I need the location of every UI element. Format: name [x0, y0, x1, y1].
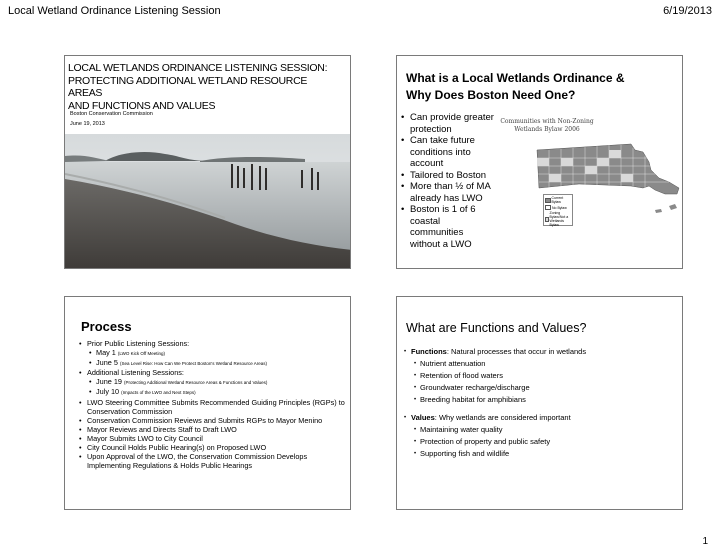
slide-2	[396, 55, 683, 269]
list-item: • Boston is 1 of 6 coastal communities without a LWO	[400, 204, 500, 250]
slide-4-title: What are Functions and Values?	[406, 321, 587, 335]
header-title: Local Wetland Ordinance Listening Session	[8, 5, 221, 17]
list-item: • LWO Steering Committee Submits Recommended Guiding Principles (RGPs) to Conservation Commission	[77, 398, 347, 416]
page-number: 1	[702, 536, 708, 547]
slide-1	[64, 55, 351, 269]
list-item: • Values: Why wetlands are considered important	[403, 412, 678, 424]
list-item: • Maintaining water quality	[403, 424, 678, 436]
list-item: • Functions: Natural processes that occur in wetlands	[403, 346, 678, 358]
list-item: • Upon Approval of the LWO, the Conservation Commission Develops Implementing Regulations & Holds Public Hearings	[77, 452, 347, 470]
list-item: • Prior Public Listening Sessions:	[77, 339, 347, 348]
organization-name: Boston Conservation Commission	[70, 111, 153, 117]
list-item: • Nutrient attenuation	[403, 358, 678, 370]
slide-3-title: Process	[81, 319, 132, 334]
list-item: • Tailored to Boston	[400, 170, 500, 182]
functions-values-list	[403, 346, 678, 460]
list-item: • Supporting fish and wildlife	[403, 448, 678, 460]
legend-swatch-light	[545, 217, 549, 222]
legend-swatch-dark	[545, 198, 551, 203]
list-item: • Can provide greater protection	[400, 112, 500, 135]
list-item: • June 19 (Protecting Additional Wetland Resource Areas & Functions and Values)	[77, 377, 347, 387]
list-item: • Groundwater recharge/discharge	[403, 382, 678, 394]
slide-4	[396, 296, 683, 510]
list-item: • Retention of flood waters	[403, 370, 678, 382]
list-item: • Conservation Commission Reviews and Submits RGPs to Mayor Menino	[77, 416, 347, 425]
list-item: • City Council Holds Public Hearing(s) on Proposed LWO	[77, 443, 347, 452]
list-item: • June 5 (Sea Level Rise: How Can We Protect Boston's Wetland Resource Areas)	[77, 358, 347, 368]
process-list	[77, 339, 347, 470]
slide-1-date: June 19, 2013	[70, 121, 105, 127]
list-item: • More than ½ of MA already has LWO	[400, 181, 500, 204]
waterfront-photo	[65, 134, 351, 269]
list-item: • Can take future conditions into account	[400, 135, 500, 170]
slide-2-bullet-list	[400, 112, 500, 250]
list-item: • Mayor Reviews and Directs Staff to Draft LWO	[77, 425, 347, 434]
legend-swatch-white	[545, 205, 551, 210]
map-legend: Current Bylaw No Bylaw Zoning Bylaw/Not a Wetlands Bylaw	[543, 194, 573, 226]
map-title: Communities with Non-Zoning Wetlands Bylaw 2006	[500, 118, 594, 133]
list-item: • Breeding habitat for amphibians	[403, 394, 678, 406]
list-item: • May 1 (LWO Kick Off Meeting)	[77, 348, 347, 358]
list-item: • Protection of property and public safety	[403, 436, 678, 448]
slide-1-title: LOCAL WETLANDS ORDINANCE LISTENING SESSION: PROTECTING ADDITIONAL WETLAND RESOURCE AREAS AND FUNCTIONS AND VALUES	[68, 62, 328, 112]
list-item: • July 10 (Impacts of the LWO and Next Steps)	[77, 387, 347, 397]
slide-3	[64, 296, 351, 510]
slide-2-title: What is a Local Wetlands Ordinance & Why Does Boston Need One?	[406, 71, 625, 102]
header-date: 6/19/2013	[663, 5, 712, 17]
list-item: • Mayor Submits LWO to City Council	[77, 434, 347, 443]
list-item: • Additional Listening Sessions:	[77, 368, 347, 377]
